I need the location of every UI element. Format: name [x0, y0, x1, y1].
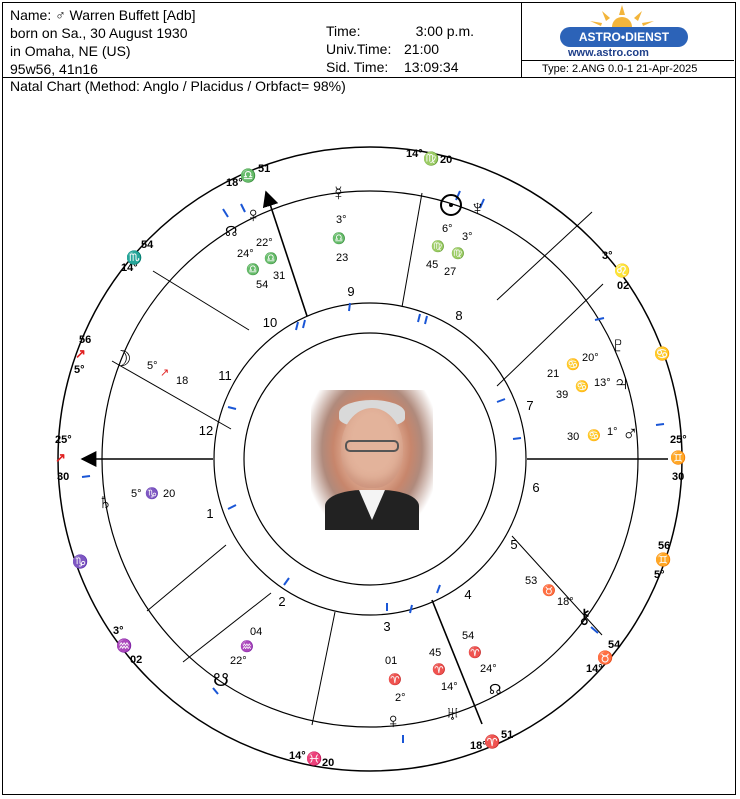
mc-degree: 18° [226, 177, 243, 189]
ic-degree: 18° [470, 740, 487, 752]
gemini-icon: ♊ [655, 552, 672, 567]
cusp6-minute: 56 [658, 540, 671, 552]
sid-time-value: 13:09:34 [404, 59, 459, 75]
venus-icon: ♀ [385, 708, 402, 733]
logo-brand: ASTRO•DIENST [560, 27, 688, 47]
cusp12-degree: 5° [74, 364, 85, 376]
house-number-3: 3 [383, 619, 391, 634]
cusp3-degree: 14° [289, 750, 306, 762]
cancer-icon: ♋ [575, 381, 589, 393]
sun-degree: 6° [442, 223, 453, 235]
venus-minute-2: 54 [256, 279, 269, 291]
jupiter-minute: 39 [556, 389, 569, 401]
aquarius-icon: ♒ [240, 641, 254, 653]
logo-url: www.astro.com [568, 47, 649, 59]
venus-ic-minute: 01 [385, 655, 398, 667]
house-number-12: 12 [198, 423, 214, 438]
sagittarius-icon: ↗ [75, 346, 86, 361]
node-icon: ☋ [213, 670, 229, 690]
libra-icon: ♎ [240, 168, 257, 183]
lilith-icon: ☊ [225, 223, 238, 239]
cusp8-degree: 3° [602, 250, 613, 262]
asc-minute: 30 [57, 471, 70, 483]
cusp5-minute: 54 [608, 639, 621, 651]
house-number-2: 2 [278, 594, 286, 609]
dsc-degree: 25° [670, 434, 687, 446]
cancer-icon: ♋ [587, 430, 601, 442]
venus-degree: 22° [256, 237, 273, 249]
virgo-icon: ♍ [431, 241, 445, 253]
chiron-icon: ⚷ [577, 606, 592, 628]
chiron-degree: 18° [557, 596, 574, 608]
lilith-node-icon: ☊ [489, 681, 502, 697]
pluto-icon: ♇ [610, 332, 627, 357]
portrait-photo [311, 390, 433, 530]
venus-icon: ♀ [245, 202, 262, 227]
venus-ic-degree: 2° [395, 692, 406, 704]
cusp6-degree: 5° [654, 569, 665, 581]
neptune-degree: 3° [462, 231, 473, 243]
sagittarius-icon: ↗ [160, 367, 170, 379]
born-line: born on Sa., 30 August 1930 [10, 25, 188, 41]
neptune-minute: 27 [444, 266, 457, 278]
mars-minute: 30 [567, 431, 580, 443]
saturn-icon: ♄ [97, 489, 114, 514]
node-minute: 04 [250, 626, 263, 638]
scorpio-icon: ♏ [126, 250, 143, 265]
house-number-10: 10 [262, 315, 278, 330]
taurus-icon: ♉ [597, 650, 614, 665]
cusp11-minute: 54 [141, 239, 154, 251]
uranus-minute: 45 [429, 647, 442, 659]
aries-icon: ♈ [388, 674, 402, 686]
cusp2-minute: 02 [130, 654, 143, 666]
place-line: in Omaha, NE (US) [10, 43, 131, 59]
house-number-6: 6 [532, 480, 540, 495]
jupiter-icon: ♃ [613, 370, 630, 395]
cusp11-degree: 14° [121, 262, 138, 274]
house-number-4: 4 [464, 587, 472, 602]
moon-icon: ☽ [112, 346, 132, 371]
cusp9-minute: 20 [440, 154, 453, 166]
libra-icon: ♎ [246, 264, 260, 276]
libra-icon: ♎ [264, 253, 278, 265]
name-line: Name: ♂ Warren Buffett [Adb] [10, 7, 196, 23]
house-number-11: 11 [218, 368, 232, 383]
cusp8-minute: 02 [617, 280, 630, 292]
mc-minute: 51 [258, 163, 271, 175]
venus-degree-2: 24° [237, 248, 254, 260]
leo-icon: ♌ [614, 263, 631, 278]
mercury-minute: 23 [336, 252, 349, 264]
mercury-degree: 3° [336, 214, 347, 226]
cusp3-minute: 20 [322, 757, 335, 769]
sun-minute: 45 [426, 259, 439, 271]
pluto-minute: 21 [547, 368, 560, 380]
virgo-icon: ♍ [423, 151, 440, 166]
house-number-1: 1 [206, 506, 214, 521]
house-number-5: 5 [510, 537, 518, 552]
house-number-9: 9 [347, 284, 355, 299]
chart-title: Natal Chart (Method: Anglo / Placidus / Orbfact= 98%) [10, 78, 346, 94]
lilith-minute: 54 [462, 630, 475, 642]
chiron-minute: 53 [525, 575, 538, 587]
mercury-icon: ☿ [331, 183, 346, 205]
time-label: Time: [326, 23, 361, 39]
jupiter-degree: 13° [594, 377, 611, 389]
aries-icon: ♈ [484, 734, 501, 749]
capricorn-icon: ♑ [72, 554, 89, 569]
chart-type-line: Type: 2.ANG 0.0-1 21-Apr-2025 [521, 60, 734, 77]
uranus-degree: 14° [441, 681, 458, 693]
virgo-icon: ♍ [451, 248, 465, 260]
aries-icon: ♈ [432, 664, 446, 676]
ic-minute: 51 [501, 729, 514, 741]
lilith-degree: 24° [480, 663, 497, 675]
house-number-7: 7 [526, 398, 534, 413]
sid-time-label: Sid. Time: [326, 59, 389, 75]
taurus-icon: ♉ [542, 585, 556, 597]
coords-line: 95w56, 41n16 [10, 61, 98, 77]
aquarius-icon: ♒ [116, 638, 133, 653]
mars-degree: 1° [607, 426, 618, 438]
capricorn-icon: ♑ [145, 488, 159, 500]
pluto-degree: 20° [582, 352, 599, 364]
uranus-icon: ♅ [445, 703, 460, 725]
time-value: 3:00 p.m. [415, 23, 474, 39]
univ-time-value: 21:00 [404, 41, 440, 57]
moon-minute: 18 [176, 375, 189, 387]
asc-degree: 25° [55, 434, 72, 446]
cusp12-minute: 56 [79, 334, 92, 346]
gemini-icon: ♊ [670, 450, 687, 465]
neptune-icon: ♆ [470, 197, 485, 219]
aries-icon: ♈ [468, 647, 482, 659]
libra-icon: ♎ [332, 233, 346, 245]
saturn-minute: 20 [163, 488, 176, 500]
dsc-minute: 30 [672, 471, 685, 483]
mars-icon: ♂ [622, 421, 639, 446]
sagittarius-icon: ↗ [55, 450, 66, 465]
house-number-8: 8 [455, 308, 463, 323]
moon-degree: 5° [147, 360, 158, 372]
cancer-icon: ♋ [654, 346, 671, 361]
node-degree: 22° [230, 655, 247, 667]
cusp2-degree: 3° [113, 625, 124, 637]
cancer-icon: ♋ [566, 359, 580, 371]
cusp5-degree: 14° [586, 663, 603, 675]
venus-minute: 31 [273, 270, 286, 282]
pisces-icon: ♓ [306, 751, 323, 766]
saturn-degree: 5° [131, 488, 142, 500]
univ-time-label: Univ.Time: [326, 41, 392, 57]
cusp9-degree: 14° [406, 148, 423, 160]
